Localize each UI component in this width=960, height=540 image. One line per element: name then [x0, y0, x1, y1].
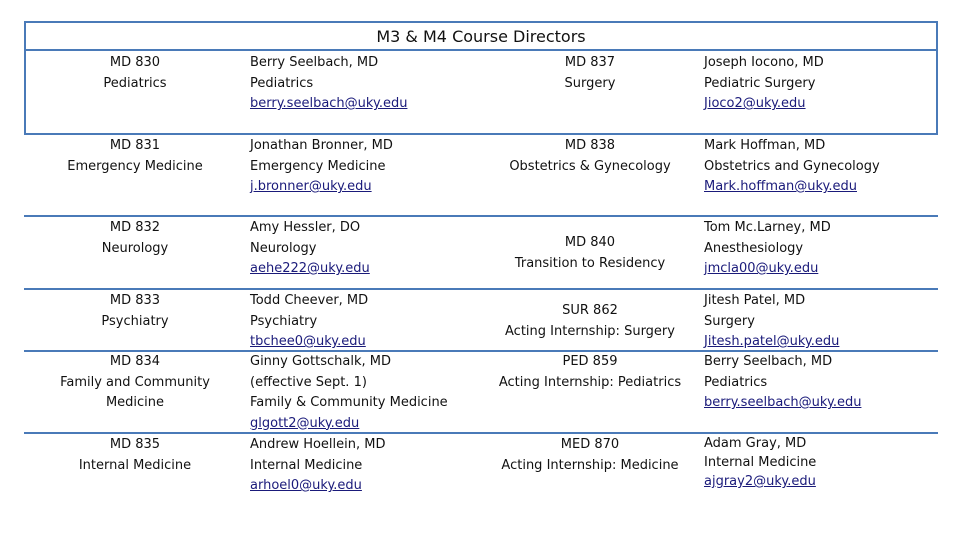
course-name: Transition to Residency — [514, 255, 666, 271]
director-department: Internal Medicine — [250, 457, 363, 473]
course-cell — [490, 233, 690, 274]
page-title-text: M3 & M4 Course Directors — [376, 26, 586, 46]
course-code: MD 837 — [564, 55, 616, 70]
director-name: Adam Gray, MD — [704, 436, 807, 451]
course-name: Neurology — [101, 240, 169, 256]
course-code: MD 830 — [109, 55, 161, 70]
course-cell — [40, 218, 230, 259]
course-name: Psychiatry — [101, 313, 169, 329]
director-cell — [250, 435, 470, 497]
director-name: Berry Seelbach, MD — [704, 354, 833, 369]
director-name: Amy Hessler, DO — [250, 220, 361, 235]
page-title — [24, 21, 938, 51]
course-code: MD 832 — [109, 220, 161, 235]
course-code: MD 833 — [109, 293, 161, 308]
director-name: Andrew Hoellein, MD — [250, 437, 386, 452]
course-name: Acting Internship: Medicine — [501, 457, 679, 473]
course-cell — [490, 53, 690, 94]
course-code: MD 838 — [564, 138, 616, 153]
director-email-link[interactable]: Jitesh.patel@uky.edu — [704, 334, 840, 349]
director-department: Internal Medicine — [704, 455, 817, 470]
director-name: Tom Mc.Larney, MD — [704, 220, 831, 235]
director-cell — [250, 218, 470, 280]
director-department: Family & Community Medicine — [250, 395, 448, 410]
director-department: Surgery — [704, 313, 755, 329]
director-department: Emergency Medicine — [250, 158, 386, 174]
director-email-link[interactable]: Jioco2@uky.edu — [704, 96, 806, 111]
director-department: Obstetrics and Gynecology — [704, 158, 880, 174]
director-name: Todd Cheever, MD — [250, 293, 369, 308]
director-department: Anesthesiology — [704, 240, 804, 256]
course-code: MED 870 — [560, 437, 620, 452]
director-department: Pediatric Surgery — [704, 75, 816, 91]
course-cell — [40, 352, 230, 414]
director-name: Berry Seelbach, MD — [250, 55, 379, 70]
course-name: Pediatrics — [103, 75, 167, 91]
director-name: Jitesh Patel, MD — [704, 293, 806, 308]
course-name: Internal Medicine — [78, 457, 192, 473]
director-email-link[interactable]: j.bronner@uky.edu — [250, 179, 372, 194]
director-cell — [704, 218, 934, 280]
director-cell — [704, 136, 934, 198]
course-cell — [490, 352, 690, 393]
director-cell — [704, 352, 934, 414]
director-email-link[interactable]: arhoel0@uky.edu — [250, 478, 362, 493]
course-code: MD 831 — [109, 138, 161, 153]
director-department: Psychiatry — [250, 313, 318, 329]
director-cell — [704, 434, 934, 491]
director-email-link[interactable]: berry.seelbach@uky.edu — [250, 96, 408, 111]
course-cell — [490, 435, 690, 476]
course-code: PED 859 — [562, 354, 618, 369]
course-name: Obstetrics & Gynecology — [509, 158, 671, 174]
director-cell — [250, 291, 470, 353]
course-code: MD 840 — [564, 235, 616, 250]
director-email-link[interactable]: jmcla00@uky.edu — [704, 261, 819, 276]
course-cell — [40, 53, 230, 94]
course-code: MD 834 — [109, 354, 161, 369]
course-cell — [40, 291, 230, 332]
director-department: Neurology — [250, 240, 317, 256]
director-email-link[interactable]: berry.seelbach@uky.edu — [704, 395, 862, 410]
director-name: Joseph Iocono, MD — [704, 55, 824, 70]
course-cell — [490, 301, 690, 342]
course-name: Family and Community Medicine — [60, 374, 210, 410]
course-name: Acting Internship: Surgery — [505, 323, 675, 339]
column-divider — [936, 21, 938, 135]
row-divider — [24, 215, 938, 217]
row-divider — [24, 288, 938, 290]
course-name: Acting Internship: Pediatrics — [498, 374, 682, 390]
director-email-link[interactable]: ajgray2@uky.edu — [704, 474, 816, 489]
course-code: SUR 862 — [562, 303, 618, 318]
director-cell — [704, 53, 934, 115]
course-cell — [40, 435, 230, 476]
director-name: Ginny Gottschalk, MD — [250, 354, 391, 369]
course-name: Emergency Medicine — [67, 158, 203, 174]
row-divider — [24, 133, 938, 135]
course-name: Surgery — [564, 75, 616, 91]
director-department: Pediatrics — [250, 75, 314, 91]
director-note: (effective Sept. 1) — [250, 374, 367, 390]
director-department: Pediatrics — [704, 374, 768, 390]
director-email-link[interactable]: tbchee0@uky.edu — [250, 334, 366, 349]
column-divider — [24, 21, 26, 135]
director-email-link[interactable]: glgott2@uky.edu — [250, 415, 360, 431]
director-name: Mark Hoffman, MD — [704, 138, 826, 153]
director-cell — [704, 291, 934, 353]
director-cell — [250, 136, 470, 198]
course-cell — [490, 136, 690, 177]
director-cell — [250, 53, 470, 115]
director-email-link[interactable]: aehe222@uky.edu — [250, 261, 370, 276]
course-cell — [40, 136, 230, 177]
director-name: Jonathan Bronner, MD — [250, 138, 393, 153]
director-email-link[interactable]: Mark.hoffman@uky.edu — [704, 179, 857, 194]
course-code: MD 835 — [109, 437, 161, 452]
director-cell — [250, 352, 470, 434]
